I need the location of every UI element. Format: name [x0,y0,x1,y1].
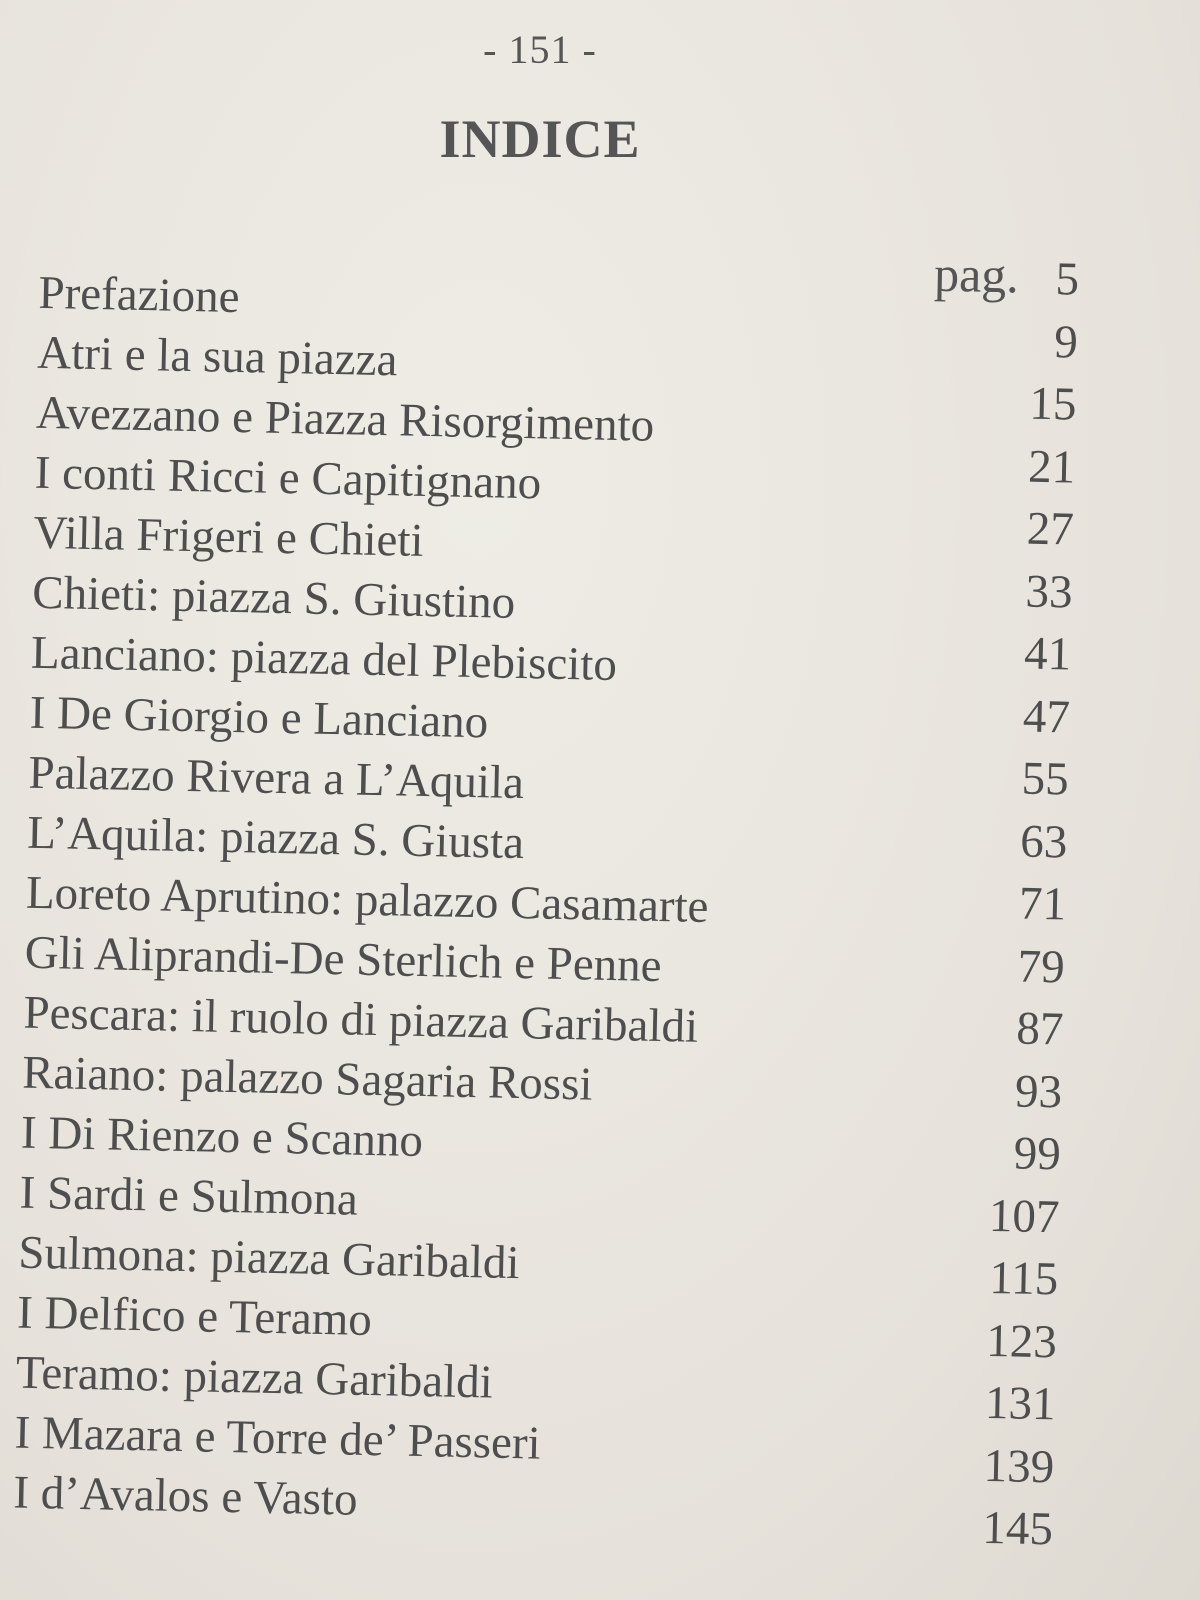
toc-entry-title: I d’Avalos e Vasto [12,1466,359,1526]
toc-entry-page: 139 [983,1439,1055,1493]
toc-entry-page: 107 [988,1189,1061,1243]
toc-entry-title: Chieti: piazza S. Giustino [31,566,516,629]
toc-entry-page: 131 [984,1376,1057,1431]
toc-entry-title: I Sardi e Sulmona [19,1166,359,1226]
toc-entry-page: 47 [1022,690,1071,744]
toc-entry-page: 87 [1015,1002,1064,1056]
toc-entry-title: Raiano: palazzo Sagaria Rossi [21,1046,594,1111]
toc-entry-page: 63 [1019,815,1068,868]
toc-entry-title: I conti Ricci e Capitignano [34,446,542,510]
toc-entry-title: Atri e la sua piazza [36,326,398,387]
toc-entry-page: 71 [1018,877,1067,931]
toc-entry-page: 55 [1021,752,1070,806]
toc-entry-title: I Di Rienzo e Scanno [20,1106,424,1168]
index-title: INDICE [439,109,641,169]
page-number: - 151 - [483,27,597,72]
toc-entry-title: I Mazara e Torre de’ Passeri [14,1406,542,1470]
toc-entry-page: 93 [1014,1064,1063,1118]
toc-entry-page: 115 [988,1251,1059,1306]
toc-entry-page: 123 [985,1314,1058,1368]
toc-entry-title: I De Giorgio e Lanciano [29,686,489,749]
toc-entry-page: 99 [1013,1127,1062,1181]
toc-entry-page: 79 [1017,939,1066,993]
toc-entry-page: 9 [1053,315,1079,369]
toc-entry-title: Sulmona: piazza Garibaldi [17,1226,521,1290]
toc-entry-page: 21 [1027,440,1076,494]
toc-entry-title: I Delfico e Teramo [16,1286,373,1347]
toc-entry-title: Prefazione [38,266,241,324]
toc-entry-title: Loreto Aprutino: palazzo Casamarte [25,866,709,933]
toc-entry-title: Lanciano: piazza del Plebiscito [30,626,618,692]
table-of-contents [0,225,1200,1556]
toc-entry-title: Gli Aliprandi-De Sterlich e Penne [24,926,663,993]
toc-entry-page: 27 [1026,502,1075,556]
pag-label: pag. [933,245,1020,304]
toc-entry-page: 33 [1025,565,1074,619]
toc-entry-page: 15 [1028,377,1078,431]
toc-entry-title: Villa Frigeri e Chieti [33,506,425,567]
toc-entry-title: Palazzo Rivera a L’Aquila [27,746,525,810]
toc-entry-page: 145 [981,1501,1054,1556]
toc-entry-title: Pescara: il ruolo di piazza Garibaldi [22,986,699,1053]
toc-entry-title: Teramo: piazza Garibaldi [15,1346,494,1409]
toc-entry-title: Avezzano e Piazza Risorgimento [35,386,655,452]
toc-entry-page: 5 [1055,253,1080,306]
toc-entry-title: L’Aquila: piazza S. Giusta [26,806,525,870]
toc-entry-page: 41 [1023,627,1072,681]
